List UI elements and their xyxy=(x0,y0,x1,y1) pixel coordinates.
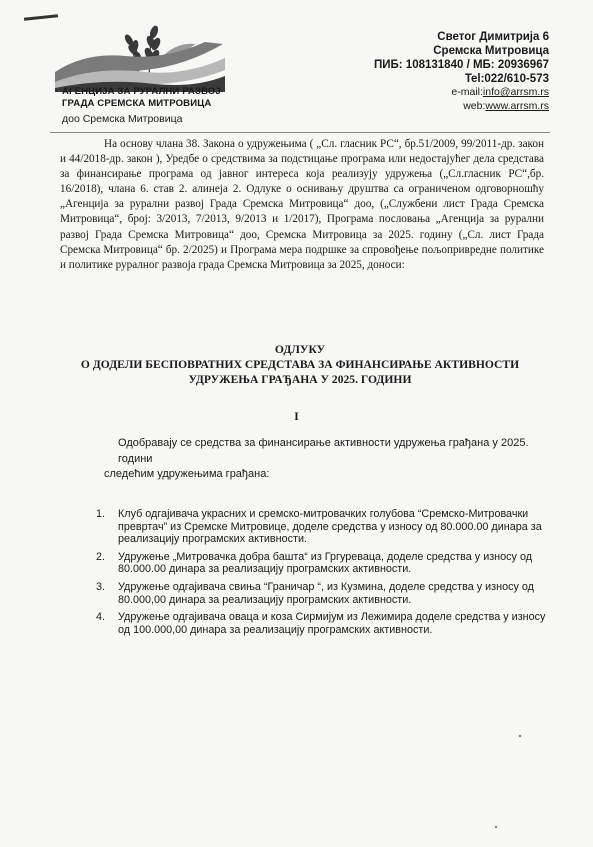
title-line1: ОДЛУКУ xyxy=(274,343,326,356)
agency-logo-icon xyxy=(55,22,225,92)
org-name-line2: ГРАДА СРЕМСКА МИТРОВИЦА xyxy=(62,98,212,109)
list-item-number: 4. xyxy=(96,611,106,624)
email-prefix: e-mail: xyxy=(451,86,483,98)
email-line xyxy=(374,86,549,100)
contact-block xyxy=(374,30,549,113)
intro-text: На основу члана 38. Закона о удружењима ( „Сл. гласник РС“, бр.51/2009, 99/2011-др. закон и 44/2018-др. закон ), Уредбе о средствима за подстицање програма или недостајућег дела средстава за финансирање програма од јавног интереса која реализују удружења („Сл.гласник РС“,бр. 16/2018), члана 6. став 2. алинеја 2. Одлуке о оснивању друштва са ограниченом одговорношћу „Агенција за рурални развој Града Сремска Митровица“ доо, („Службени лист Града Сремска Митровица“, број: 3/2013, 7/2013, 9/2013 и 1/2017), Програма пословања „Агенција за рурални развој Града Сремска Митровица“ доо, Сремска Митровица за 2025. годину („Сл. лист Града Сремска Митровица“ бр. 2/2025) и Програма мера подршке за спровођење пољопривредне политике и политике руралног развоја града Сремска Митровица за 2025, доноси: xyxy=(60,138,544,271)
header-divider xyxy=(50,132,550,133)
title-line3: УДРУЖЕЊА ГРАЂАНА У 2025. ГОДИНИ xyxy=(188,373,412,386)
phone: Tel:022/610-573 xyxy=(464,73,549,85)
list-item xyxy=(96,508,552,546)
web-prefix: web: xyxy=(463,99,486,112)
city: Сремска Митровица xyxy=(433,45,549,57)
section-paragraph xyxy=(104,436,552,483)
tax-ids: ПИБ: 108131840 / МБ: 20936967 xyxy=(373,59,549,71)
list-item-text: Удружење одгајивача оваца и коза Сирмијум из Лежимира доделе средства у износу од 100.000,00 динара за реализацију програмских активности. xyxy=(118,611,546,636)
intro-paragraph xyxy=(60,137,544,273)
address: Светог Димитрија 6 xyxy=(437,31,549,43)
email-link[interactable]: info@arrsm.rs xyxy=(482,86,549,98)
list-item-text: Удружење одгајивача свиња “Граничар “, из Кузмина, доделе средства у износу од 80.000,00 динара за реализацију програмских активности. xyxy=(118,580,534,606)
grants-list xyxy=(96,508,552,641)
list-item xyxy=(96,581,552,606)
scan-speck xyxy=(519,735,521,737)
org-name-line1: АГЕНЦИЈА ЗА РУРАЛНИ РАЗВОЈ xyxy=(62,86,221,97)
list-item-text: Клуб одгајивача украсних и сремско-митровачких голубова “Сремско-Митровачки превртач” из Сремске Митровице, доделе средства у износу од 80.000.00 динара за реализацију програмских активности. xyxy=(118,508,542,546)
scan-speck xyxy=(495,826,497,828)
org-name-block xyxy=(62,86,222,126)
list-item-number: 2. xyxy=(96,550,106,563)
list-item-number: 3. xyxy=(96,580,106,593)
section-line2: следећим удружењима грађана: xyxy=(104,468,270,480)
section-line1: Одобравају се средства за финансирање активности удружења грађана у 2025. години xyxy=(118,437,529,465)
org-type: доо Сремска Митровица xyxy=(62,113,183,125)
decision-title xyxy=(40,342,560,387)
title-line2: О ДОДЕЛИ БЕСПОВРАТНИХ СРЕДСТАВА ЗА ФИНАНСИРАЊЕ АКТИВНОСТИ xyxy=(80,358,520,371)
web-link[interactable]: www.arrsm.rs xyxy=(485,99,549,112)
list-item-text: Удружење „Митровачка добра башта“ из Гргуреваца, доделе средства у износу од 80.000.00 динара за реализацију програмских активности. xyxy=(118,550,533,576)
list-item xyxy=(96,611,552,636)
section-numeral: I xyxy=(294,411,299,423)
scan-artifact xyxy=(24,14,58,21)
web-line xyxy=(374,100,549,114)
list-item xyxy=(96,551,552,576)
list-item-number: 1. xyxy=(96,508,106,520)
